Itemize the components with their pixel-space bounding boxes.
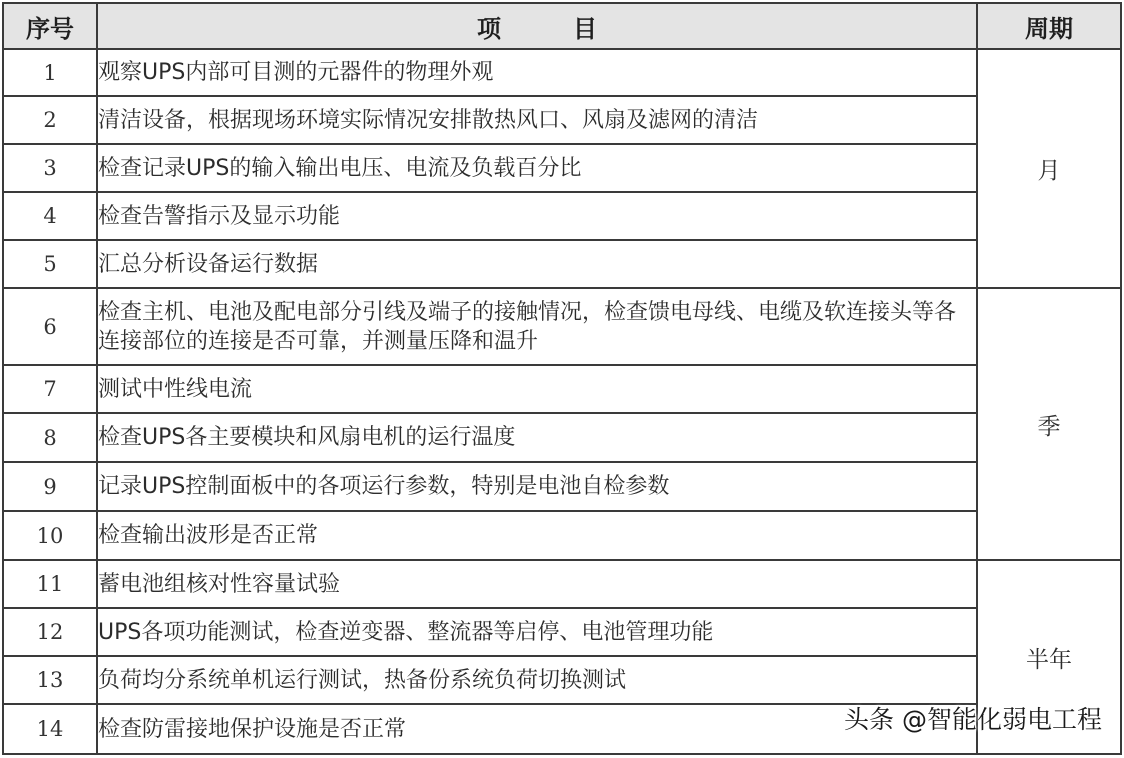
table-row — [3, 656, 1121, 704]
row-item: 检查防雷接地保护设施是否正常 — [97, 704, 977, 754]
period-semiannual: 半年 — [977, 560, 1121, 754]
table-row — [3, 511, 1121, 560]
row-num: 1 — [3, 49, 97, 96]
table-row — [3, 96, 1121, 144]
row-num: 2 — [3, 96, 97, 144]
row-num: 13 — [3, 656, 97, 704]
row-item: 检查主机、电池及配电部分引线及端子的接触情况，检查馈电母线、电缆及软连接头等各连接部位的连接是否可靠，并测量压降和温升 — [97, 288, 977, 365]
table-row — [3, 192, 1121, 240]
row-num: 14 — [3, 704, 97, 754]
header-period: 周期 — [977, 3, 1121, 49]
table-row — [3, 288, 1121, 365]
table-row — [3, 560, 1121, 608]
row-item: 测试中性线电流 — [97, 365, 977, 413]
row-num: 9 — [3, 462, 97, 511]
period-quarterly: 季 — [977, 288, 1121, 560]
row-item: 汇总分析设备运行数据 — [97, 240, 977, 288]
row-item: 记录UPS控制面板中的各项运行参数，特别是电池自检参数 — [97, 462, 977, 511]
row-item: 负荷均分系统单机运行测试，热备份系统负荷切换测试 — [97, 656, 977, 704]
row-num: 3 — [3, 144, 97, 192]
table-row — [3, 49, 1121, 96]
source-watermark: 头条 @智能化弱电工程 — [844, 705, 1102, 734]
table-row — [3, 413, 1121, 462]
row-num: 12 — [3, 608, 97, 656]
header-num: 序号 — [3, 3, 97, 49]
table-row — [3, 462, 1121, 511]
row-num: 10 — [3, 511, 97, 560]
row-num: 11 — [3, 560, 97, 608]
row-num: 8 — [3, 413, 97, 462]
row-item: 蓄电池组核对性容量试验 — [97, 560, 977, 608]
row-item: 检查UPS各主要模块和风扇电机的运行温度 — [97, 413, 977, 462]
row-item: 观察UPS内部可目测的元器件的物理外观 — [97, 49, 977, 96]
table-row — [3, 608, 1121, 656]
table-row — [3, 144, 1121, 192]
row-item: 检查告警指示及显示功能 — [97, 192, 977, 240]
maintenance-table — [2, 2, 1122, 755]
row-item: 检查记录UPS的输入输出电压、电流及负载百分比 — [97, 144, 977, 192]
table-row — [3, 365, 1121, 413]
row-num: 4 — [3, 192, 97, 240]
row-item: 检查输出波形是否正常 — [97, 511, 977, 560]
row-item: UPS各项功能测试，检查逆变器、整流器等启停、电池管理功能 — [97, 608, 977, 656]
table-row — [3, 240, 1121, 288]
row-num: 5 — [3, 240, 97, 288]
row-item: 清洁设备，根据现场环境实际情况安排散热风口、风扇及滤网的清洁 — [97, 96, 977, 144]
table-header-row — [3, 3, 1121, 49]
row-num: 6 — [3, 288, 97, 365]
row-num: 7 — [3, 365, 97, 413]
period-monthly: 月 — [977, 49, 1121, 288]
header-item: 项 目 — [97, 3, 977, 49]
